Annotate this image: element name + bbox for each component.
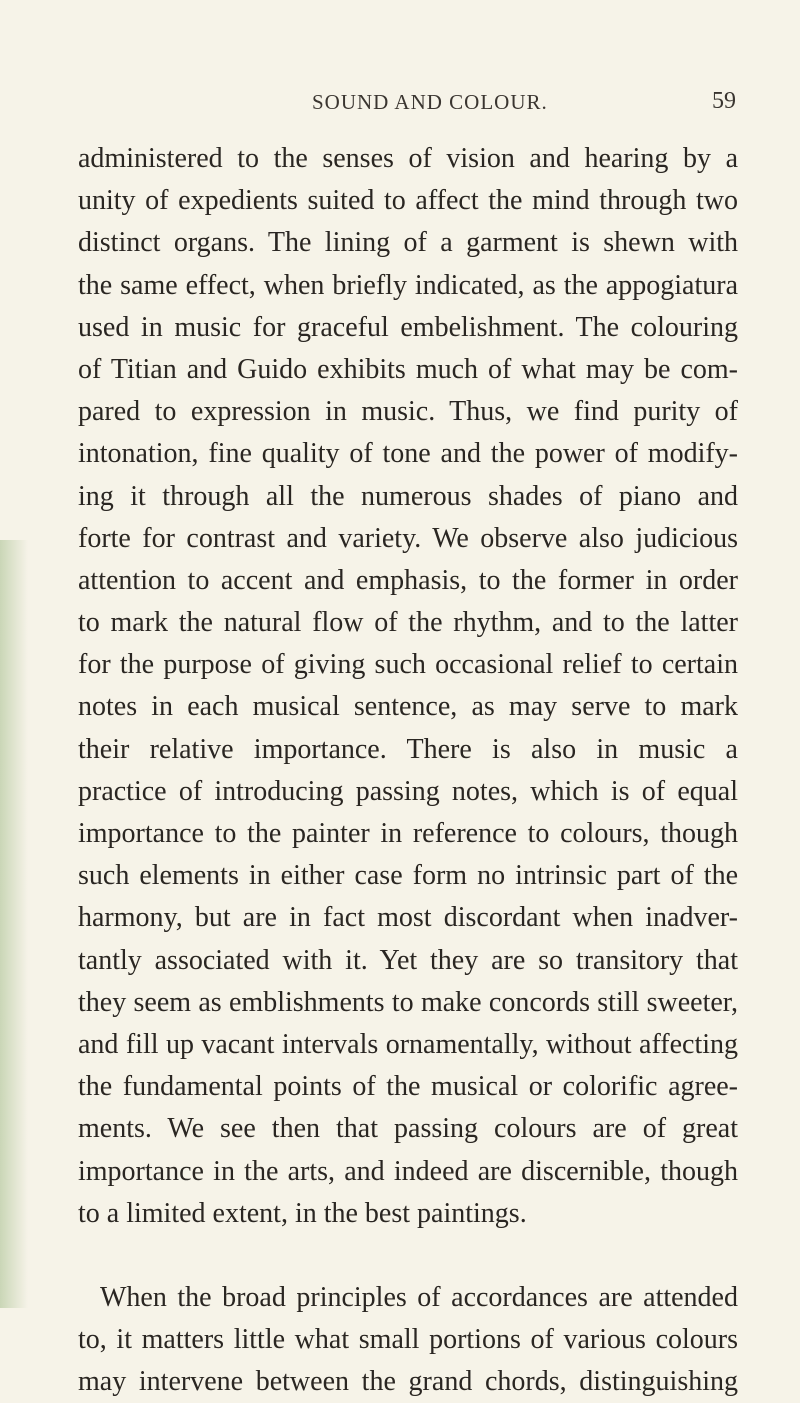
text-line: importance in the arts, and indeed are discernible, though: [78, 1155, 738, 1187]
text-line: administered to the senses of vision and hearing by a: [78, 143, 738, 174]
text-line: their relative importance. There is also in music a: [78, 733, 738, 765]
text-line: practice of introducing passing notes, which is of equal: [78, 775, 738, 807]
text-line: notes in each musical sentence, as may serve to mark: [78, 691, 738, 723]
text-line: ments. We see then that passing colours are of great: [78, 1113, 738, 1145]
paragraph: [78, 138, 738, 1235]
text-line: ing it through all the numerous shades of piano and: [78, 480, 738, 512]
text-line: intonation, fine quality of tone and the power of modify-: [78, 438, 738, 470]
text-line: distinct organs. The lining of a garment is shewn with: [78, 227, 738, 259]
text-line: to mark the natural flow of the rhythm, and to the latter: [78, 607, 738, 639]
text-line: tantly associated with it. Yet they are so transitory that: [78, 944, 738, 976]
page-edge-shadow: [0, 540, 28, 1308]
text-line: for the purpose of giving such occasional relief to certain: [78, 649, 738, 681]
paragraph: [78, 1277, 738, 1403]
page-number: 59: [712, 88, 736, 114]
body-text: [78, 138, 738, 1403]
text-line: When the broad principles of accordances are attended: [100, 1281, 738, 1313]
text-line: harmony, but are in fact most discordant when inadver-: [78, 902, 738, 934]
text-line: may intervene between the grand chords, distinguishing: [78, 1366, 738, 1398]
text-line: pared to expression in music. Thus, we find purity of: [78, 396, 738, 428]
text-line: the same effect, when briefly indicated, as the appogiatura: [78, 269, 738, 301]
text-line: used in music for graceful embelishment. The colouring: [78, 311, 738, 343]
paragraph-gap: [78, 1235, 738, 1277]
text-line: attention to accent and emphasis, to the former in order: [78, 564, 738, 596]
text-line: to a limited extent, in the best paintings.: [78, 1197, 527, 1229]
running-head: [0, 90, 800, 120]
text-line: unity of expedients suited to affect the mind through two: [78, 185, 738, 217]
text-line: such elements in either case form no intrinsic part of the: [78, 860, 738, 892]
text-line: forte for contrast and variety. We observe also judicious: [78, 522, 738, 554]
text-line: importance to the painter in reference to colours, though: [78, 818, 738, 849]
text-line: the fundamental points of the musical or colorific agree-: [78, 1071, 738, 1103]
text-line: to, it matters little what small portions of various colours: [78, 1324, 738, 1356]
running-head-title: SOUND AND COLOUR.: [312, 90, 548, 114]
text-line: and fill up vacant intervals ornamentally, without affecting: [78, 1028, 738, 1060]
text-line: of Titian and Guido exhibits much of what may be com-: [78, 353, 738, 385]
text-line: they seem as emblishments to make concords still sweeter,: [78, 986, 738, 1018]
